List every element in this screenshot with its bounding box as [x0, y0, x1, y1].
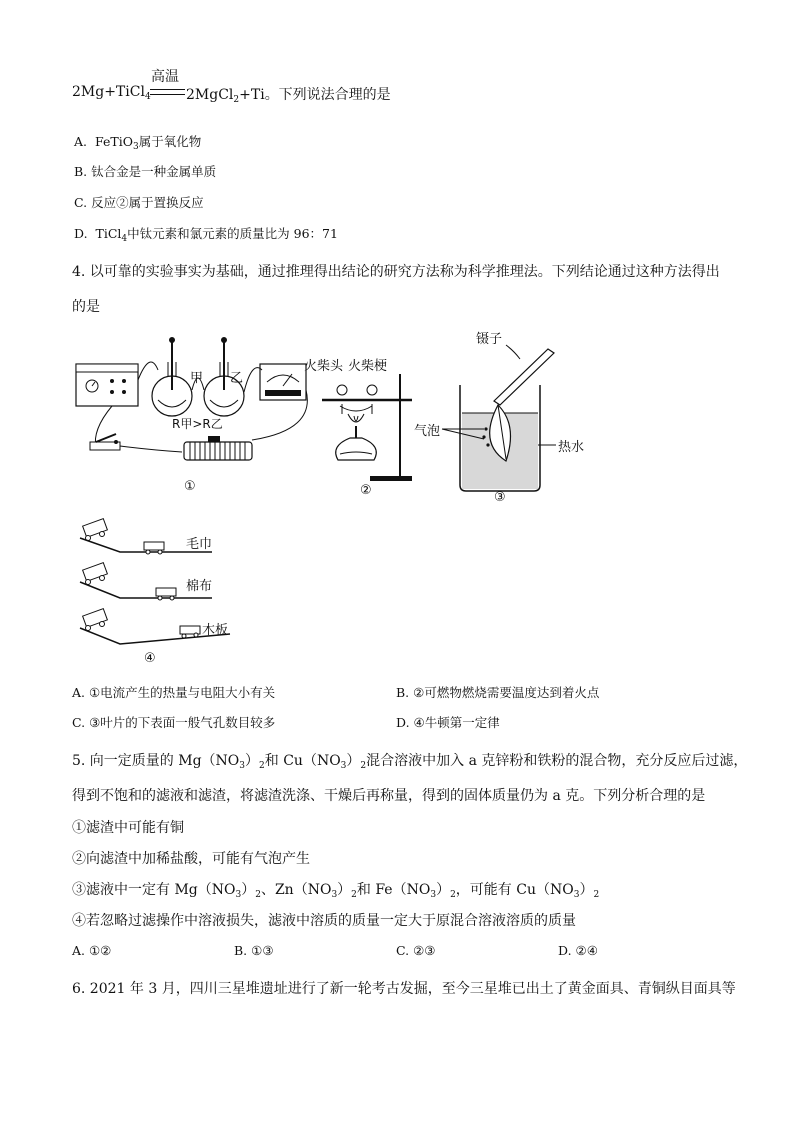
q5-l1-s1: 3	[239, 761, 246, 771]
q5-i3-f: ）	[436, 882, 451, 898]
q4-stem-line1: 4. 以可靠的实验事实为基础，通过推理得出结论的研究方法称为科学推理法。下列结论通过这种方法得出	[72, 264, 720, 280]
q3-option-d-sub: 4	[121, 234, 128, 244]
q4-option-d: D. ④牛顿第一定律	[396, 715, 500, 730]
fig3-number: ③	[494, 490, 506, 505]
fig1-label-yi: 乙	[230, 371, 244, 386]
q5-item-2: ②向滤渣中加稀盐酸，可能有气泡产生	[72, 851, 310, 867]
q5-l1-s2: 2	[259, 761, 265, 771]
eq-tail: 。下列说法合理的是	[264, 87, 391, 103]
eq-left-sub: 4	[144, 92, 151, 102]
q5-i3-s6: 2	[450, 890, 456, 900]
q5-option-a: A. ①②	[72, 943, 112, 958]
q5-i3-s1: 3	[235, 890, 242, 900]
q5-i3-c: 、Zn（NO	[260, 882, 332, 898]
figure-1-circuit	[72, 330, 317, 500]
q3-option-b: B. 钛合金是一种金属单质	[74, 164, 217, 179]
q3-option-a	[74, 132, 201, 152]
q4-option-a: A. ①电流产生的热量与电阻大小有关	[72, 685, 276, 700]
q5-i3-h: ）	[579, 882, 594, 898]
eq-right: 2MgCl	[186, 87, 234, 103]
fig2-label-stick: 火柴梗	[348, 359, 388, 374]
q4-stem-line2: 的是	[72, 299, 100, 315]
q5-item-4: ④若忽略过滤操作中溶液损失，滤液中溶质的质量一定大于原混合溶液溶质的质量	[72, 913, 576, 929]
eq-right-b: +Ti	[239, 87, 265, 103]
q5-l1-d: ）	[346, 753, 361, 769]
q5-i3-g: ，可能有 Cu（NO	[455, 882, 574, 898]
q5-option-b: B. ①③	[234, 943, 274, 958]
q6-stem-line1: 6. 2021 年 3 月，四川三星堆遗址进行了新一轮考古发掘，至今三星堆已出土了黄金面具、青铜纵目面具等	[72, 981, 736, 997]
q3-equation-right	[186, 84, 391, 105]
q5-l1-c: 和 Cu（NO	[264, 753, 341, 769]
q5-l1-s4: 2	[360, 761, 367, 771]
fig1-label-jia: 甲	[190, 371, 204, 386]
q5-i3-s5: 3	[430, 890, 437, 900]
q5-option-c: C. ②③	[396, 943, 436, 958]
q5-i3-s7: 3	[573, 890, 580, 900]
q5-l1-a: 5. 向一定质量的 Mg（NO	[72, 753, 240, 769]
eq-condition: 高温	[151, 69, 179, 85]
eq-arrow	[150, 89, 185, 95]
fig1-number: ①	[184, 479, 196, 494]
fig4-number: ④	[144, 651, 156, 666]
q5-l1-s3: 3	[340, 761, 347, 771]
q3-option-d-prefix: D.	[74, 226, 88, 241]
fig3-label-bubbles: 气泡	[414, 424, 441, 439]
q5-l1-e: 混合溶液中加入 a 克锌粉和铁粉的混合物，充分反应后过滤，	[366, 753, 748, 769]
q5-i3-d: ）	[337, 882, 352, 898]
fig2-number: ②	[360, 483, 372, 498]
q3-option-d-formula: TiCl	[95, 226, 122, 241]
q3-option-a-sub: 3	[132, 142, 139, 152]
q3-equation	[72, 84, 151, 102]
fig2-label-head: 火柴头	[304, 359, 344, 374]
eq-right-sub: 2	[233, 95, 240, 105]
q3-option-a-prefix: A.	[74, 134, 88, 149]
q5-i3-s4: 2	[351, 890, 357, 900]
q5-item-3	[72, 879, 599, 900]
q4-option-c: C. ③叶片的下表面一般气孔数目较多	[72, 715, 276, 730]
q5-item-1: ①滤渣中可能有铜	[72, 820, 184, 836]
q3-option-d-text: 中钛元素和氯元素的质量比为 96：71	[127, 226, 338, 241]
q5-option-d: D. ②④	[558, 943, 598, 958]
q3-option-a-text: 属于氧化物	[138, 134, 202, 149]
q3-option-c: C. 反应②属于置换反应	[74, 195, 204, 210]
q5-i3-s2: 2	[255, 890, 261, 900]
figure-3-leaf	[410, 325, 610, 505]
fig4-label-surface3: 木板	[202, 623, 229, 638]
fig3-label-water: 热水	[558, 440, 585, 455]
figure-4-inclines	[72, 516, 262, 668]
fig1-label-r: R甲>R乙	[172, 417, 223, 431]
q5-i3-e: 和 Fe（NO	[356, 882, 431, 898]
q5-i3-b: ）	[241, 882, 256, 898]
q5-stem-line1	[72, 750, 747, 771]
q5-i3-a: ③滤液中一定有 Mg（NO	[72, 882, 236, 898]
figure-2-combustion	[300, 350, 425, 500]
fig4-label-surface2: 棉布	[186, 579, 213, 594]
eq-left: 2Mg+TiCl	[72, 84, 145, 100]
fig3-label-tweezers: 镊子	[476, 332, 503, 347]
q5-i3-s8: 2	[593, 890, 600, 900]
q3-option-a-formula: FeTiO	[94, 134, 133, 149]
q4-option-b: B. ②可燃物燃烧需要温度达到着火点	[396, 685, 600, 700]
q3-option-d	[74, 224, 338, 244]
q5-l1-b: ）	[245, 753, 260, 769]
q5-stem-line2: 得到不饱和的滤液和滤渣，将滤渣洗涤、干燥后再称量，得到的固体质量仍为 a 克。下列分析合理的是	[72, 788, 706, 804]
fig4-label-surface1: 毛巾	[186, 537, 213, 552]
q5-i3-s3: 3	[331, 890, 338, 900]
